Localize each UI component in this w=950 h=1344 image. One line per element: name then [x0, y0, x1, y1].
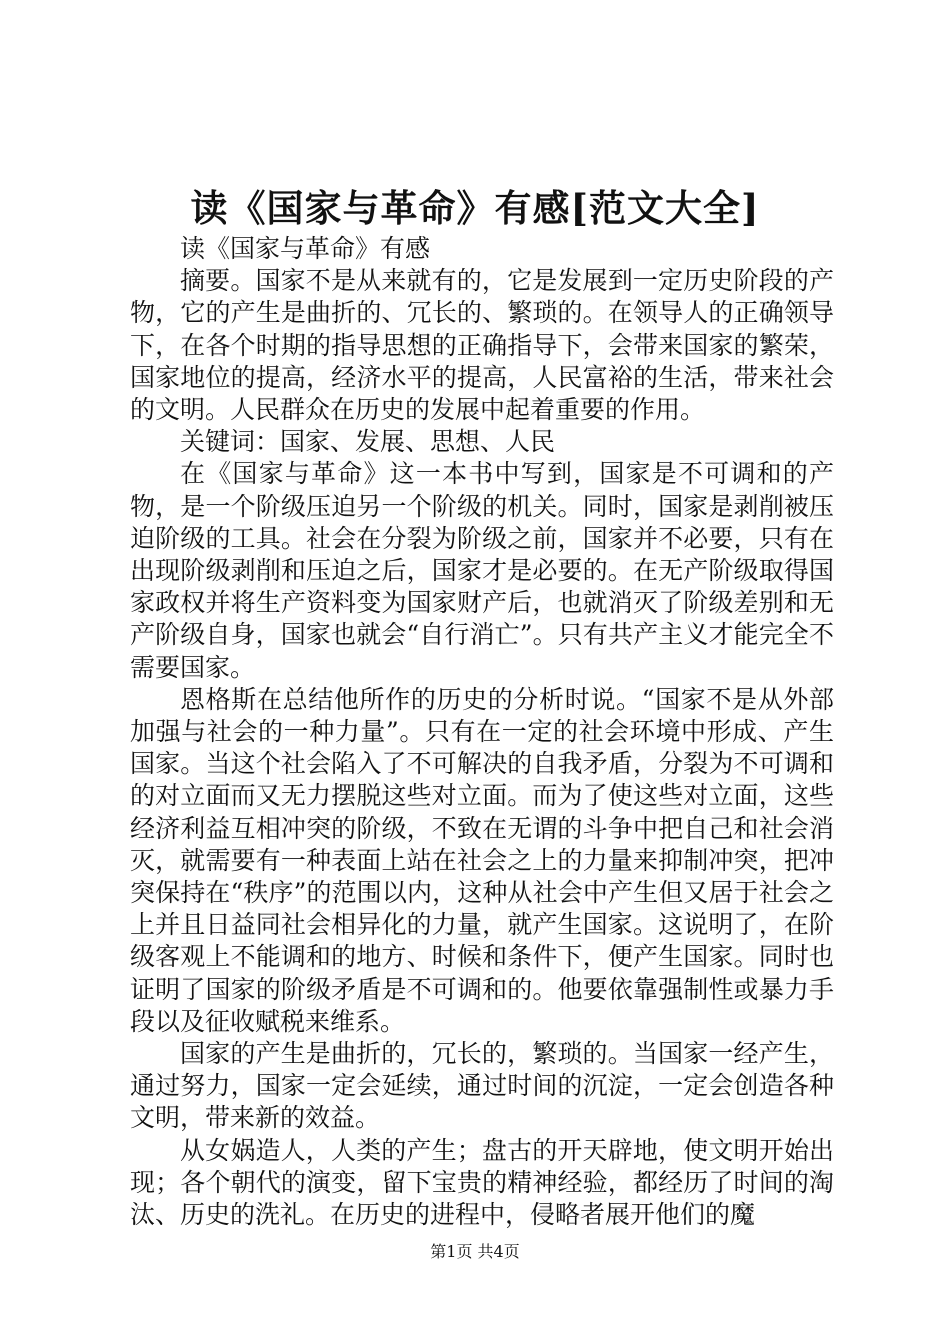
paragraph-body: 国家的产生是曲折的，冗长的，繁琐的。当国家一经产生，通过努力，国家一定会延续，通过时间的沉淀，一定会创造各种文明，带来新的效益。 — [130, 1039, 834, 1133]
document-body — [130, 233, 834, 1231]
paragraph-body: 恩格斯在总结他所作的历史的分析时说。“国家不是从外部加强与社会的一种力量”。只有在一定的社会环境中形成、产生国家。当这个社会陷入了不可解决的自我矛盾，分裂为不可调和的对立面而又无力摆脱这些对立面。而为了使这些对立面，这些经济利益互相冲突的阶级，不致在无谓的斗争中把自己和社会消灭，就需要有一种表面上站在社会之上的力量来抑制冲突，把冲突保持在“秩序”的范围以内，这种从社会中产生但又居于社会之上并且日益同社会相异化的力量，就产生国家。这说明了，在阶级客观上不能调和的地方、时候和条件下，便产生国家。同时也证明了国家的阶级矛盾是不可调和的。他要依靠强制性或暴力手段以及征收赋税来维系。 — [130, 684, 834, 1036]
paragraph-body: 在《国家与革命》这一本书中写到，国家是不可调和的产物，是一个阶级压迫另一个阶级的机关。同时，国家是剥削被压迫阶级的工具。社会在分裂为阶级之前，国家并不必要，只有在出现阶级剥削和压迫之后，国家才是必要的。在无产阶级取得国家政权并将生产资料变为国家财产后，也就消灭了阶级差别和无产阶级自身，国家也就会“自行消亡”。只有共产主义才能完全不需要国家。 — [130, 459, 834, 682]
page-number-footer: 第1页 共4页 — [430, 1242, 520, 1261]
paragraph-subtitle: 读《国家与革命》有感 — [180, 234, 431, 263]
paragraph-body: 从女娲造人，人类的产生；盘古的开天辟地，使文明开始出现；各个朝代的演变，留下宝贵的精神经验，都经历了时间的淘汰、历史的洗礼。在历史的进程中，侵略者展开他们的魔 — [130, 1135, 834, 1230]
document-title: 读《国家与革命》有感[范文大全] — [190, 186, 760, 230]
paragraph-keywords: 关键词：国家、发展、思想、人民 — [180, 427, 556, 457]
paragraph-abstract: 摘要。国家不是从来就有的，它是发展到一定历史阶段的产物，它的产生是曲折的、冗长的、繁琐的。在领导人的正确领导下，在各个时期的指导思想的正确指导下，会带来国家的繁荣，国家地位的提高，经济水平的提高，人民富裕的生活，带来社会的文明。人民群众在历史的发展中起着重要的作用。 — [130, 266, 834, 425]
